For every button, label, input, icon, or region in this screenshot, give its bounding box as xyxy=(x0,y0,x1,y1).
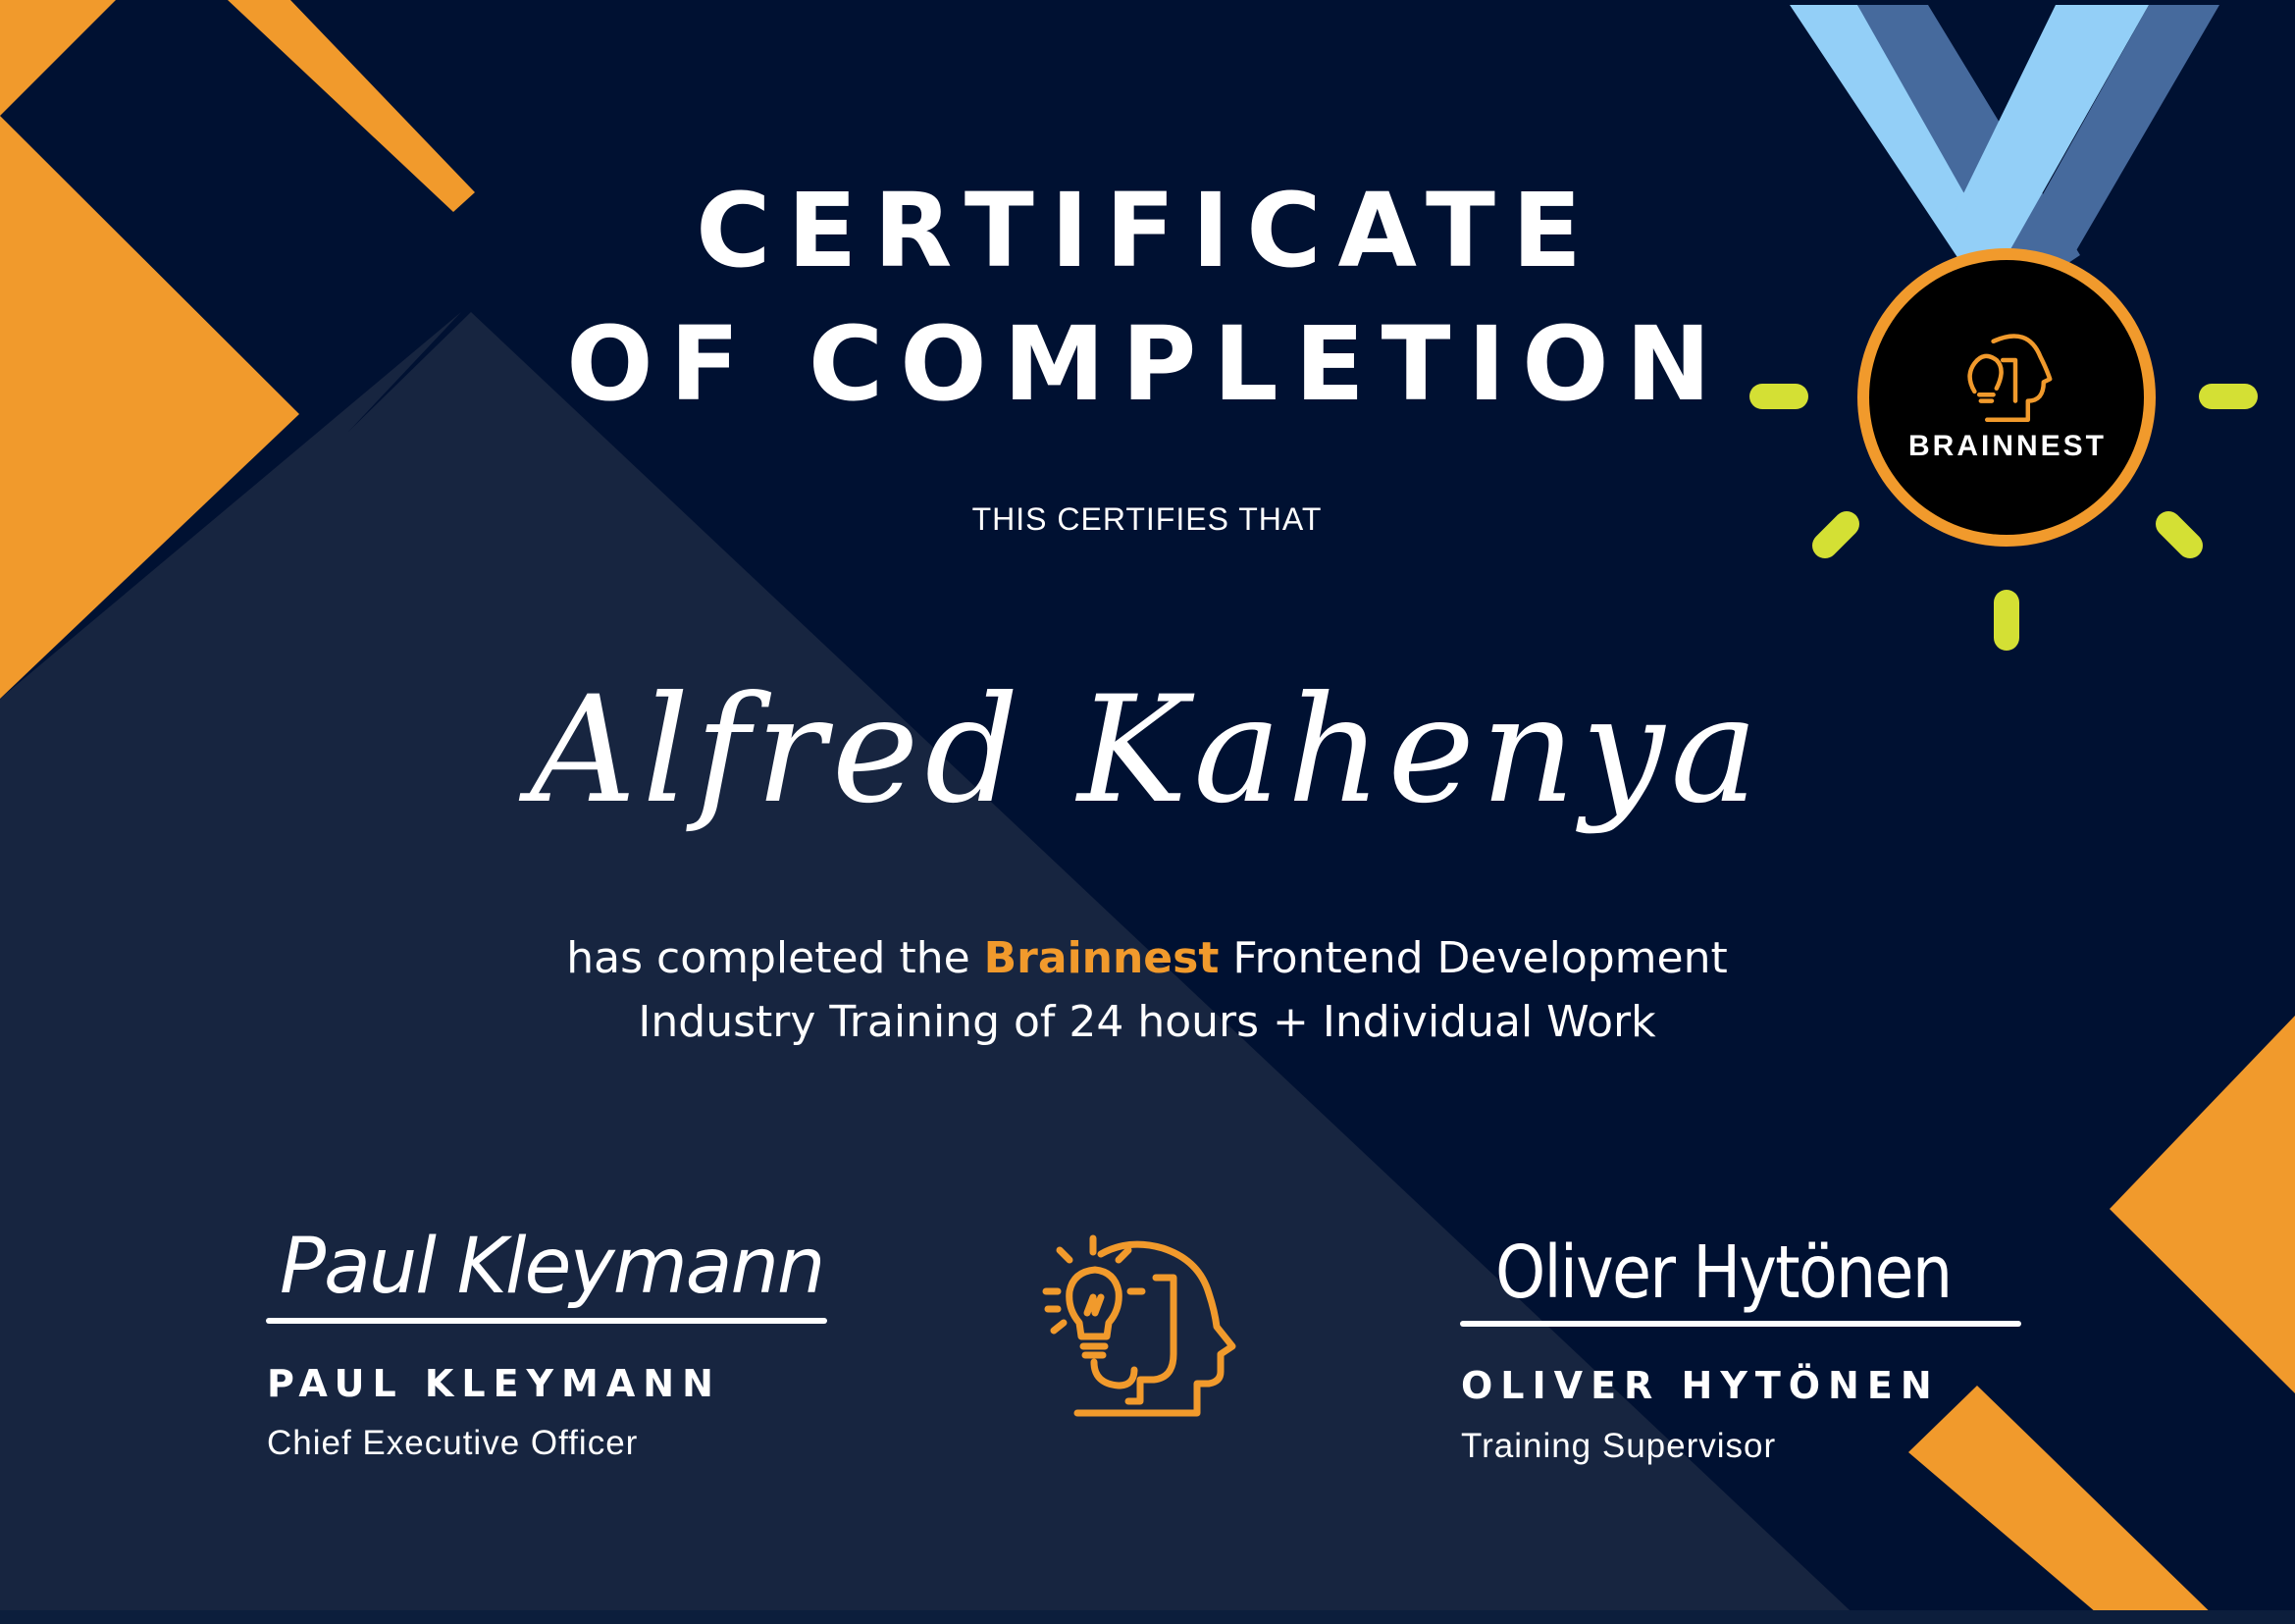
certificate-title-line-1: CERTIFICATE xyxy=(696,171,1598,290)
certifies-text: THIS CERTIFIES THAT xyxy=(971,501,1323,537)
certificate-title-line-2: OF COMPLETION xyxy=(566,304,1728,424)
signature-supervisor: Oliver Hytönen xyxy=(1495,1231,1952,1315)
signature-line-supervisor xyxy=(1460,1321,2021,1327)
signature-ceo: Paul Kleymann xyxy=(280,1223,824,1311)
orange-corner-shape xyxy=(0,0,116,116)
signatory-name-ceo: PAUL KLEYMANN xyxy=(267,1362,721,1405)
signatory-role-ceo: Chief Executive Officer xyxy=(267,1424,639,1462)
description-brand: Brainnest xyxy=(983,933,1220,983)
signatory-name-supervisor: OLIVER HYTÖNEN xyxy=(1461,1364,1940,1407)
orange-triangle-right xyxy=(2110,1016,2295,1393)
description-suffix: Frontend Development xyxy=(1219,933,1728,983)
signature-line-ceo xyxy=(266,1318,827,1324)
description-line-1 xyxy=(566,933,1728,983)
medal-brand-text: BRAINNEST xyxy=(1907,430,2108,462)
signatory-role-supervisor: Training Supervisor xyxy=(1461,1427,1777,1465)
recipient-name: Alfred Kahenya xyxy=(530,665,1764,836)
orange-stripe-bottom xyxy=(1908,1386,2222,1624)
description-line-2: Industry Training of 24 hours + Individual Work xyxy=(638,997,1656,1047)
orange-stripe-top xyxy=(228,0,475,212)
description-prefix: has completed the xyxy=(566,933,984,983)
medal xyxy=(1857,248,2156,547)
